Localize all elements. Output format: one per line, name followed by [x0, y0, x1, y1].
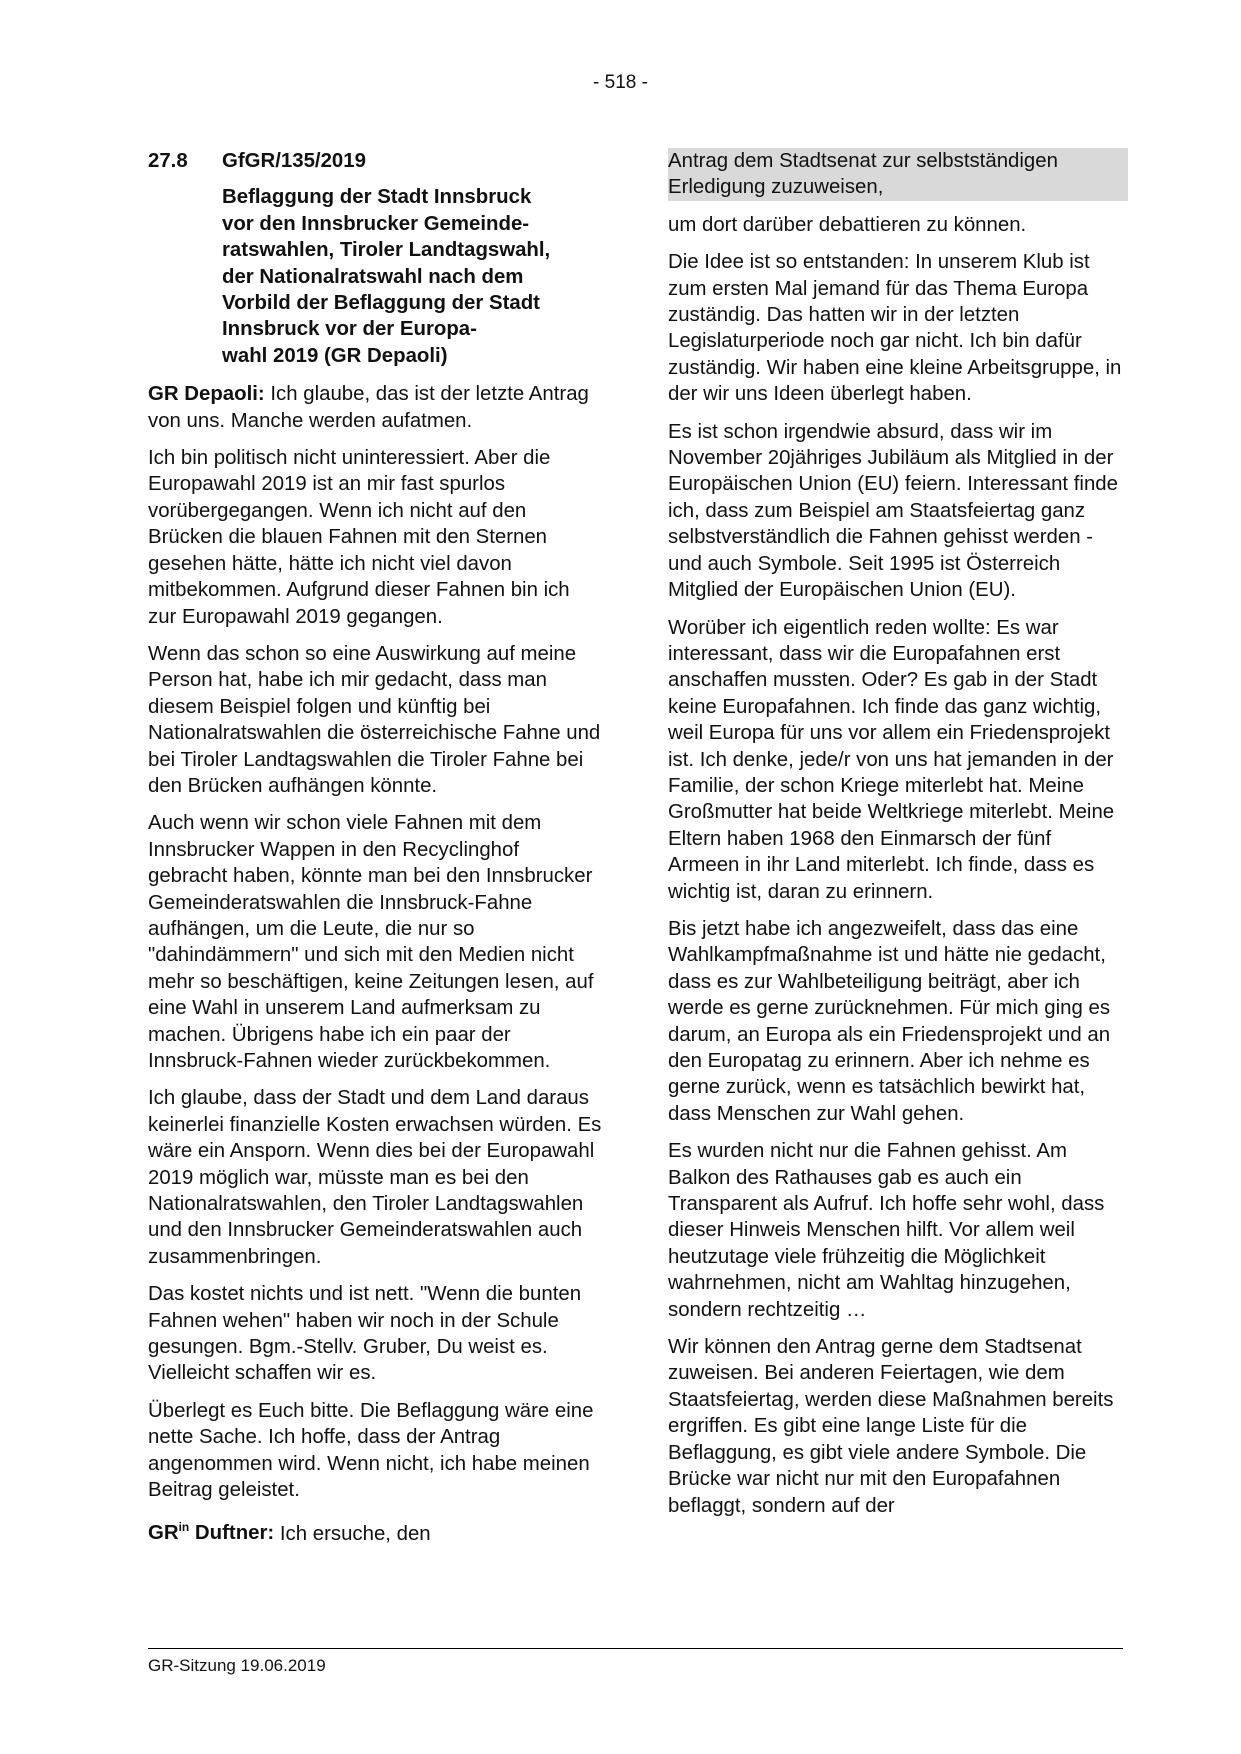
- paragraph: Bis jetzt habe ich angezweifelt, dass das eine Wahlkampfmaßnahme ist und hätte nie gedacht, dass es zur Wahlbeteiligung beiträgt, aber ich werde es gerne zurücknehmen. Für mich ging es darum, an Europa als ein Friedensprojekt und an den Europatag zu erinnern. Aber ich nehme es gerne zurück, wenn es tatsächlich bewirkt hat, dass Menschen zur Wahl gehen.: [668, 917, 1111, 1125]
- paragraph: Das kostet nichts und ist nett. "Wenn die bunten Fahnen wehen" haben wir noch in der Schule gesungen. Bgm.-Stellv. Gruber, Du weist es. Vielleicht schaffen wir es.: [148, 1283, 582, 1385]
- agenda-title-line: Beflaggung der Stadt Innsbruck: [222, 186, 532, 209]
- agenda-title: [222, 184, 603, 369]
- highlighted-motion: Antrag dem Stadtsenat zur selbstständigen Erledigung zuzuweisen,: [668, 148, 1128, 201]
- agenda-code: GfGR/135/2019: [222, 150, 366, 172]
- speaker-title: GR: [148, 1522, 179, 1545]
- agenda-title-line: der Nationalratswahl nach dem: [222, 265, 524, 288]
- speaker-name: [148, 1522, 274, 1544]
- paragraph: Wir können den Antrag gerne dem Stadtsenat zuweisen. Bei anderen Feiertagen, wie dem Staatsfeiertag, werden diese Maßnahmen bereits ergriffen. Es gibt eine lange Liste für die Beflaggung, es gibt viele andere Symbole. Die Brücke war nicht nur mit den Europafahnen beflaggt, sondern auf der: [668, 1336, 1114, 1517]
- left-column: [148, 148, 603, 1558]
- agenda-number: 27.8: [148, 150, 188, 172]
- speaker-title-sup: in: [178, 1520, 190, 1535]
- right-column: [668, 148, 1123, 1530]
- paragraph: Ich glaube, dass der Stadt und dem Land daraus keinerlei finanzielle Kosten erwachsen würden. Es wäre ein Ansporn. Wenn dies bei der Europawahl 2019 möglich war, müsste man es bei den Nationalratswahlen, den Tiroler Landtagswahlen und den Innsbrucker Gemeinderatswahlen auch zusammenbringen.: [148, 1087, 602, 1268]
- agenda-title-line: vor den Innsbrucker Gemeinde-: [222, 212, 530, 235]
- paragraph: Auch wenn wir schon viele Fahnen mit dem Innsbrucker Wappen in den Recyclinghof gebracht haben, könnte man bei den Innsbrucker Gemeinderatswahlen die Innsbruck-Fahne aufhängen, um die Leute, die nur so "dahindämmern" und sich mit den Medien nicht mehr so beschäftigen, keine Zeitungen lesen, auf eine Wahl in unserem Land aufmerksam zu machen. Übrigens habe ich ein paar der Innsbruck-Fahnen wieder zurückbekommen.: [148, 812, 594, 1072]
- paragraph-text: Ich ersuche, den: [274, 1522, 431, 1545]
- page-number: - 518 -: [593, 72, 648, 93]
- footer-divider: [148, 1648, 1123, 1649]
- speaker-surname: Duftner:: [189, 1522, 275, 1545]
- paragraph: Es wurden nicht nur die Fahnen gehisst. Am Balkon des Rathauses gab es auch ein Transparent als Aufruf. Ich hoffe sehr wohl, dass dieser Hinweis Menschen hilft. Vor allem weil heutzutage viele frühzeitig die Möglichkeit wahrnehmen, nicht am Wahltag hinzugehen, sondern rechtzeitig …: [668, 1140, 1105, 1321]
- speaker-name: GR Depaoli:: [148, 383, 265, 406]
- paragraph-text: Ich glaube, das ist der letzte Antrag von uns. Manche werden aufatmen.: [148, 383, 589, 432]
- agenda-heading: [148, 148, 603, 369]
- paragraph: [148, 381, 603, 434]
- footer-session-date: GR-Sitzung 19.06.2019: [148, 1656, 326, 1675]
- agenda-title-line: Vorbild der Beflaggung der Stadt: [222, 292, 540, 315]
- paragraph: [148, 1515, 603, 1547]
- paragraph: Es ist schon irgendwie absurd, dass wir im November 20jähriges Jubiläum als Mitglied in der Europäischen Union (EU) feiern. Interessant finde ich, dass zum Beispiel am Staatsfeiertag ganz selbstverständlich die Fahnen gehisst werden - und auch Symbole. Seit 1995 ist Österreich Mitglied der Europäischen Union (EU).: [668, 420, 1118, 602]
- paragraph: Worüber ich eigentlich reden wollte: Es war interessant, dass wir die Europafahnen erst anschaffen mussten. Oder? Es gab in der Stadt keine Europafahnen. Ich finde das ganz wichtig, weil Europa für uns vor allem ein Friedensprojekt ist. Ich denke, jede/r von uns hat jemanden in der Familie, der schon Kriege miterlebt hat. Meine Großmutter hat beide Weltkriege miterlebt. Meine Eltern haben 1968 den Einmarsch der fünf Armeen in ihr Land miterlebt. Ich finde, dass es wichtig ist, daran zu erinnern.: [668, 616, 1115, 903]
- agenda-title-line: wahl 2019 (GR Depaoli): [222, 344, 448, 367]
- paragraph: um dort darüber debattieren zu können.: [668, 213, 1027, 236]
- paragraph: Die Idee ist so entstanden: In unserem Klub ist zum ersten Mal jemand für das Thema Europa zuständig. Das hatten wir in der letzten Legislaturperiode noch gar nicht. Ich bin dafür zuständig. Wir haben eine kleine Arbeitsgruppe, in der wir uns Ideen überlegt haben.: [668, 251, 1122, 406]
- agenda-title-line: ratswahlen, Tiroler Landtagswahl,: [222, 239, 551, 262]
- agenda-title-line: Innsbruck vor der Europa-: [222, 318, 477, 341]
- paragraph: Wenn das schon so eine Auswirkung auf meine Person hat, habe ich mir gedacht, dass man diesem Beispiel folgen und künftig bei Nationalratswahlen die österreichische Fahne und bei Tiroler Landtagswahlen die Tiroler Fahne bei den Brücken aufhängen könnte.: [148, 642, 601, 797]
- paragraph: Ich bin politisch nicht uninteressiert. Aber die Europawahl 2019 ist an mir fast spurlos vorübergegangen. Wenn ich nicht auf den Brücken die blauen Fahnen mit den Sternen gesehen hätte, hätte ich nicht viel davon mitbekommen. Aufgrund dieser Fahnen bin ich zur Europawahl 2019 gegangen.: [148, 447, 570, 628]
- paragraph: Überlegt es Euch bitte. Die Beflaggung wäre eine nette Sache. Ich hoffe, dass der Antrag angenommen wird. Wenn nicht, ich habe meinen Beitrag geleistet.: [148, 1399, 594, 1502]
